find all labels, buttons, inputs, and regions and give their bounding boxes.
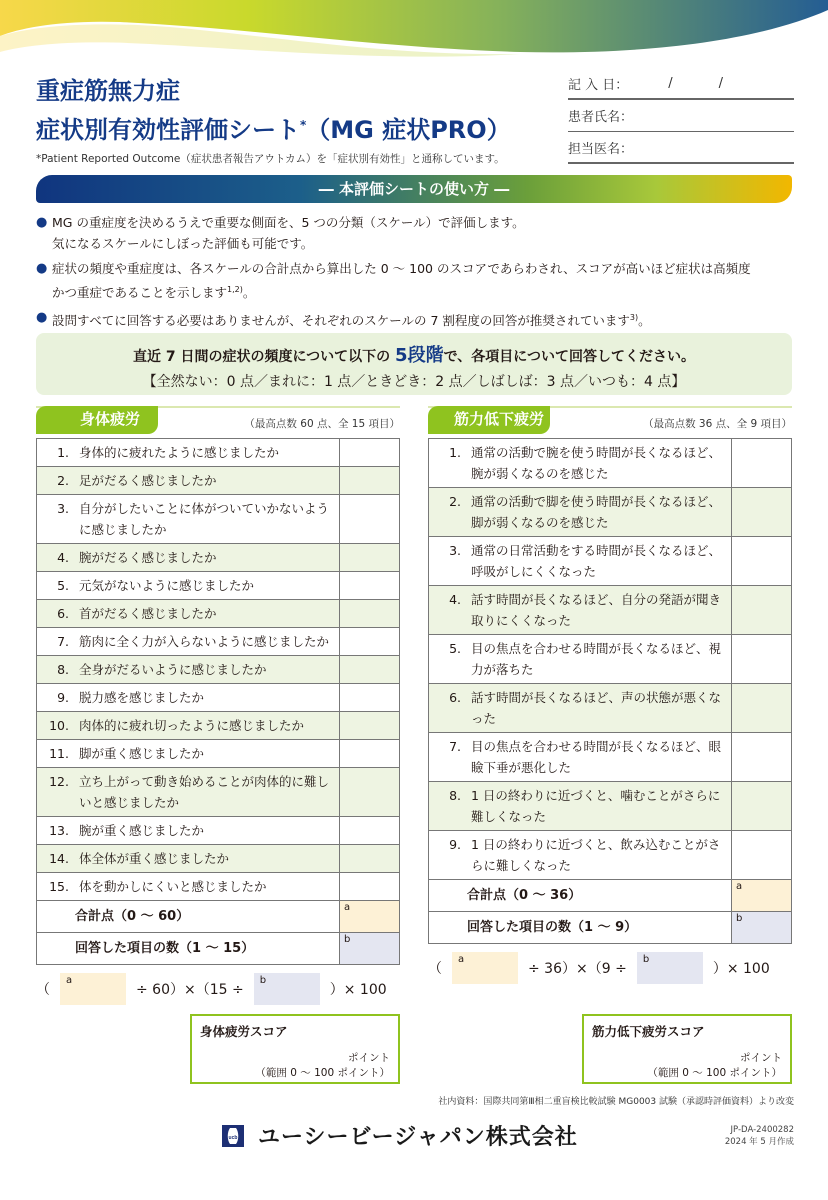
- section-note: （最高点数 60 点、全 15 項目）: [244, 418, 400, 430]
- question-number: 4.: [57, 550, 69, 565]
- question-cell: [37, 740, 340, 768]
- formula-text: ）× 100: [329, 982, 387, 998]
- question-text: 脚が重く感じましたか: [79, 746, 205, 761]
- count-input[interactable]: [340, 933, 400, 965]
- cell-letter: a: [736, 881, 743, 892]
- answer-cell[interactable]: [340, 768, 400, 817]
- reference-marker: 3): [629, 313, 639, 323]
- question-number: 15.: [49, 879, 69, 894]
- question-number: 7.: [449, 739, 461, 754]
- question-cell: [37, 495, 340, 544]
- doctor-name-field[interactable]: [568, 132, 794, 164]
- table-row: [37, 817, 400, 845]
- table-row: [429, 586, 792, 635]
- question-cell: [429, 439, 732, 488]
- bullet-dot-icon: ●: [36, 215, 48, 230]
- bullet-item: [36, 212, 806, 254]
- answer-cell[interactable]: [340, 684, 400, 712]
- question-cell: [37, 768, 340, 817]
- question-text: 自分がしたいことに体がついていかないように感じましたか: [79, 501, 330, 537]
- cell-letter: a: [344, 902, 351, 913]
- count-row: [37, 933, 400, 965]
- question-number: 6.: [449, 690, 461, 705]
- physical-fatigue-section: [36, 406, 400, 1005]
- bullet-item: [36, 258, 806, 303]
- section-header: [428, 406, 792, 432]
- bullet-text: 症状の頻度や重症度は、各スケールの合計点から算出した 0 ～ 100 のスコアであらわされ、スコアが高いほど症状は高頻度: [52, 261, 751, 276]
- table-row: [37, 873, 400, 901]
- answer-cell[interactable]: [732, 635, 792, 684]
- table-row: [37, 656, 400, 684]
- question-number: 5.: [449, 641, 461, 656]
- question-number: 10.: [49, 718, 69, 733]
- question-number: 8.: [57, 662, 69, 677]
- question-cell: [37, 684, 340, 712]
- cell-letter: b: [736, 913, 743, 924]
- question-cell: [429, 635, 732, 684]
- question-number: 13.: [49, 823, 69, 838]
- document-date: 2024 年 5 月作成: [724, 1137, 794, 1147]
- answer-cell[interactable]: [340, 817, 400, 845]
- table-row: [429, 782, 792, 831]
- table-row: [429, 733, 792, 782]
- answer-cell[interactable]: [340, 544, 400, 572]
- total-label: 合計点（0 ～ 36）: [429, 880, 732, 912]
- bullet-text: 。: [242, 285, 256, 301]
- company-name: ユーシービージャパン株式会社: [258, 1125, 578, 1150]
- question-text: 全身がだるいように感じましたか: [79, 662, 267, 677]
- answer-cell[interactable]: [340, 467, 400, 495]
- instruction-text: 直近 7 日間の症状の頻度について以下の: [132, 349, 396, 365]
- section-note: （最高点数 36 点、全 9 項目）: [643, 418, 792, 430]
- muscle-weakness-section: [428, 406, 792, 984]
- question-number: 3.: [57, 501, 69, 516]
- instruction-text: で、各項目について回答してください。: [443, 349, 696, 365]
- total-input[interactable]: [732, 880, 792, 912]
- answer-cell[interactable]: [732, 586, 792, 635]
- table-row: [429, 439, 792, 488]
- title-line-2: [36, 108, 511, 147]
- question-cell: [429, 684, 732, 733]
- question-text: 肉体的に疲れ切ったように感じましたか: [79, 718, 305, 733]
- patient-name-label: 患者氏名：: [568, 110, 634, 125]
- answer-cell[interactable]: [340, 712, 400, 740]
- table-row: [429, 684, 792, 733]
- answer-cell[interactable]: [340, 572, 400, 600]
- question-number: 1.: [449, 445, 461, 460]
- answer-cell[interactable]: [340, 600, 400, 628]
- question-cell: [37, 656, 340, 684]
- table-row: [37, 544, 400, 572]
- section-header: [36, 406, 400, 432]
- cell-letter: b: [259, 975, 267, 986]
- question-text: 脱力感を感じましたか: [79, 690, 205, 705]
- question-text: 目の焦点を合わせる時間が長くなるほど、視力が落ちた: [471, 641, 722, 677]
- answer-cell[interactable]: [340, 740, 400, 768]
- formula-text: ）× 100: [712, 961, 770, 977]
- table-row: [37, 712, 400, 740]
- company-logo: [222, 1120, 578, 1151]
- date-separator: /: [718, 75, 724, 91]
- count-row: [429, 912, 792, 944]
- bullet-text: MG の重症度を決めるうえで重要な側面を、5 つの分類（スケール）で評価します。: [52, 215, 525, 230]
- question-text: 通常の活動で脚を使う時間が長くなるほど、脚が弱くなるのを感じた: [471, 494, 722, 530]
- question-number: 14.: [49, 851, 69, 866]
- question-text: 1 日の終わりに近づくと、噛むことがさらに難しくなった: [471, 788, 721, 824]
- instruction-line: [36, 341, 792, 367]
- question-cell: [429, 733, 732, 782]
- question-cell: [37, 439, 340, 467]
- question-number: 9.: [449, 837, 461, 852]
- answer-cell[interactable]: [340, 656, 400, 684]
- question-text: 目の焦点を合わせる時間が長くなるほど、眼瞼下垂が悪化した: [471, 739, 722, 775]
- table-row: [37, 600, 400, 628]
- question-cell: [37, 467, 340, 495]
- answer-cell[interactable]: [732, 733, 792, 782]
- answer-cell[interactable]: [732, 782, 792, 831]
- answer-cell[interactable]: [340, 873, 400, 901]
- table-row: [37, 439, 400, 467]
- score-formula: [36, 973, 400, 1005]
- table-row: [37, 768, 400, 817]
- count-label: 回答した項目の数（1 ～ 15）: [37, 933, 340, 965]
- question-text: 話す時間が長くなるほど、声の状態が悪くなった: [471, 690, 722, 726]
- table-row: [37, 467, 400, 495]
- bullet-dot-icon: ●: [36, 310, 48, 326]
- score-range: （範囲 0 ～ 100 ポイント）: [647, 1067, 782, 1079]
- document-id: JP-DA-2400282: [730, 1125, 794, 1135]
- question-number: 4.: [449, 592, 461, 607]
- question-text: 立ち上がって動き始めることが肉体的に難しいと感じましたか: [79, 774, 330, 810]
- question-cell: [37, 712, 340, 740]
- reference-marker: 1,2): [227, 285, 243, 294]
- document-code: [725, 1124, 794, 1148]
- doctor-name-label: 担当医名：: [568, 141, 634, 157]
- formula-text: （: [428, 961, 442, 977]
- question-cell: [429, 782, 732, 831]
- question-cell: [37, 600, 340, 628]
- question-cell: [37, 572, 340, 600]
- cell-letter: b: [344, 934, 351, 945]
- section-title: 身体疲労: [36, 406, 158, 434]
- question-number: 2.: [449, 494, 461, 509]
- table-row: [37, 628, 400, 656]
- section-title: 筋力低下疲労: [428, 406, 550, 434]
- question-text: 通常の日常活動をする時間が長くなるほど、呼吸がしにくくなった: [471, 543, 722, 579]
- total-row: [37, 901, 400, 933]
- question-cell: [429, 537, 732, 586]
- title-footnote: *Patient Reported Outcome（症状患者報告アウトカム）を「症状別有効性」と通称しています。: [36, 153, 505, 165]
- table-row: [429, 488, 792, 537]
- table-row: [37, 495, 400, 544]
- score-title: 身体疲労スコア: [200, 1024, 288, 1039]
- title-suffix: （MG 症状PRO）: [306, 116, 511, 144]
- question-number: 1.: [57, 445, 69, 460]
- question-text: 通常の活動で腕を使う時間が長くなるほど、腕が弱くなるのを感じた: [471, 445, 722, 481]
- answer-cell[interactable]: [340, 439, 400, 467]
- question-text: 1 日の終わりに近づくと、飲み込むことがさらに難しくなった: [471, 837, 721, 873]
- question-cell: [37, 628, 340, 656]
- scale-legend: 【全然ない：0 点／まれに：1 点／ときどき：2 点／しばしば：3 点／いつも：4 点】: [142, 374, 686, 390]
- total-label: 合計点（0 ～ 60）: [37, 901, 340, 933]
- answer-cell[interactable]: [340, 628, 400, 656]
- question-number: 2.: [57, 473, 69, 488]
- formula-text: （: [36, 982, 50, 998]
- score-unit: ポイント: [348, 1052, 390, 1064]
- question-number: 5.: [57, 578, 69, 593]
- question-text: 元気がないように感じましたか: [79, 578, 255, 593]
- answer-cell[interactable]: [732, 684, 792, 733]
- total-row: [429, 880, 792, 912]
- question-text: 腕がだるく感じましたか: [79, 550, 217, 565]
- question-number: 6.: [57, 606, 69, 621]
- table-row: [37, 740, 400, 768]
- score-title: 筋力低下疲労スコア: [592, 1024, 705, 1039]
- title-block: [36, 74, 511, 166]
- cell-letter: a: [458, 954, 465, 965]
- table-row: [429, 635, 792, 684]
- question-cell: [429, 488, 732, 537]
- score-formula: [428, 952, 792, 984]
- question-number: 8.: [449, 788, 461, 803]
- muscle-weakness-table: [428, 438, 792, 944]
- answer-cell[interactable]: [732, 537, 792, 586]
- question-number: 11.: [49, 746, 69, 761]
- bullet-text: 設問すべてに回答する必要はありませんが、それぞれのスケールの 7 割程度の回答が推奨されています: [52, 313, 630, 329]
- answer-cell[interactable]: [732, 439, 792, 488]
- question-cell: [37, 845, 340, 873]
- bullet-dot-icon: ●: [36, 261, 48, 276]
- score-unit: ポイント: [740, 1052, 782, 1064]
- patient-name-field[interactable]: [568, 100, 794, 132]
- question-text: 話す時間が長くなるほど、自分の発語が聞き取りにくくなった: [471, 592, 722, 628]
- cell-letter: a: [66, 975, 73, 986]
- date-separator: /: [668, 75, 673, 91]
- count-label: 回答した項目の数（1 ～ 9）: [429, 912, 732, 944]
- bullet-text: 気になるスケールにしぼった評価も可能です。: [52, 236, 314, 251]
- formula-total-input[interactable]: [60, 973, 126, 1005]
- title-line-1: 重症筋無力症: [36, 77, 180, 105]
- score-range: （範囲 0 ～ 100 ポイント）: [255, 1067, 390, 1079]
- source-reference: 社内資料：国際共同第Ⅲ相二重盲検比較試験 MG0003 試験（承認時評価資料）より改変: [438, 1097, 794, 1107]
- date-field[interactable]: [568, 68, 794, 100]
- question-cell: [37, 873, 340, 901]
- date-label: 記 入 日：: [568, 77, 629, 93]
- answer-cell[interactable]: [340, 845, 400, 873]
- ucb-logo-icon: [222, 1125, 244, 1147]
- table-row: [429, 831, 792, 880]
- formula-count-input[interactable]: [254, 973, 320, 1005]
- question-text: 首がだるく感じましたか: [79, 606, 217, 621]
- answer-cell[interactable]: [732, 831, 792, 880]
- question-number: 12.: [49, 774, 69, 789]
- count-input[interactable]: [732, 912, 792, 944]
- answer-cell[interactable]: [732, 488, 792, 537]
- question-number: 9.: [57, 690, 69, 705]
- formula-text: ÷ 60）×（15 ÷: [136, 982, 244, 998]
- formula-count-input[interactable]: [637, 952, 703, 984]
- instruction-box: [36, 333, 792, 395]
- formula-text: ÷ 36）×（9 ÷: [528, 961, 627, 977]
- question-cell: [429, 831, 732, 880]
- cell-letter: b: [642, 954, 650, 965]
- question-text: 体全体が重く感じましたか: [79, 851, 230, 866]
- title-asterisk: *: [300, 118, 307, 132]
- formula-total-input[interactable]: [452, 952, 518, 984]
- answer-cell[interactable]: [340, 495, 400, 544]
- howto-bullets: [36, 212, 806, 335]
- svg-text:ucb: ucb: [228, 1134, 238, 1141]
- question-text: 足がだるく感じましたか: [79, 473, 217, 488]
- physical-fatigue-table: [36, 438, 400, 965]
- bullet-text: 。: [638, 313, 651, 329]
- entry-fields: [568, 68, 794, 164]
- muscle-weakness-score-box[interactable]: [582, 1014, 792, 1084]
- question-number: 3.: [449, 543, 461, 558]
- question-text: 筋肉に全く力が入らないように感じましたか: [79, 634, 330, 649]
- total-input[interactable]: [340, 901, 400, 933]
- bullet-item: [36, 307, 806, 331]
- question-cell: [37, 817, 340, 845]
- question-text: 体を動かしにくいと感じましたか: [79, 879, 267, 894]
- question-text: 腕が重く感じましたか: [79, 823, 205, 838]
- bullet-text: かつ重症であることを示します: [52, 285, 228, 301]
- table-row: [37, 572, 400, 600]
- table-row: [37, 845, 400, 873]
- physical-fatigue-score-box[interactable]: [190, 1014, 400, 1084]
- instruction-accent: 5段階: [395, 345, 444, 366]
- table-row: [37, 684, 400, 712]
- table-row: [429, 537, 792, 586]
- question-number: 7.: [57, 634, 69, 649]
- question-text: 身体的に疲れたように感じましたか: [79, 445, 280, 460]
- question-cell: [429, 586, 732, 635]
- title-main: 症状別有効性評価シート: [36, 116, 300, 144]
- howto-banner: ― 本評価シートの使い方 ―: [36, 175, 792, 203]
- question-cell: [37, 544, 340, 572]
